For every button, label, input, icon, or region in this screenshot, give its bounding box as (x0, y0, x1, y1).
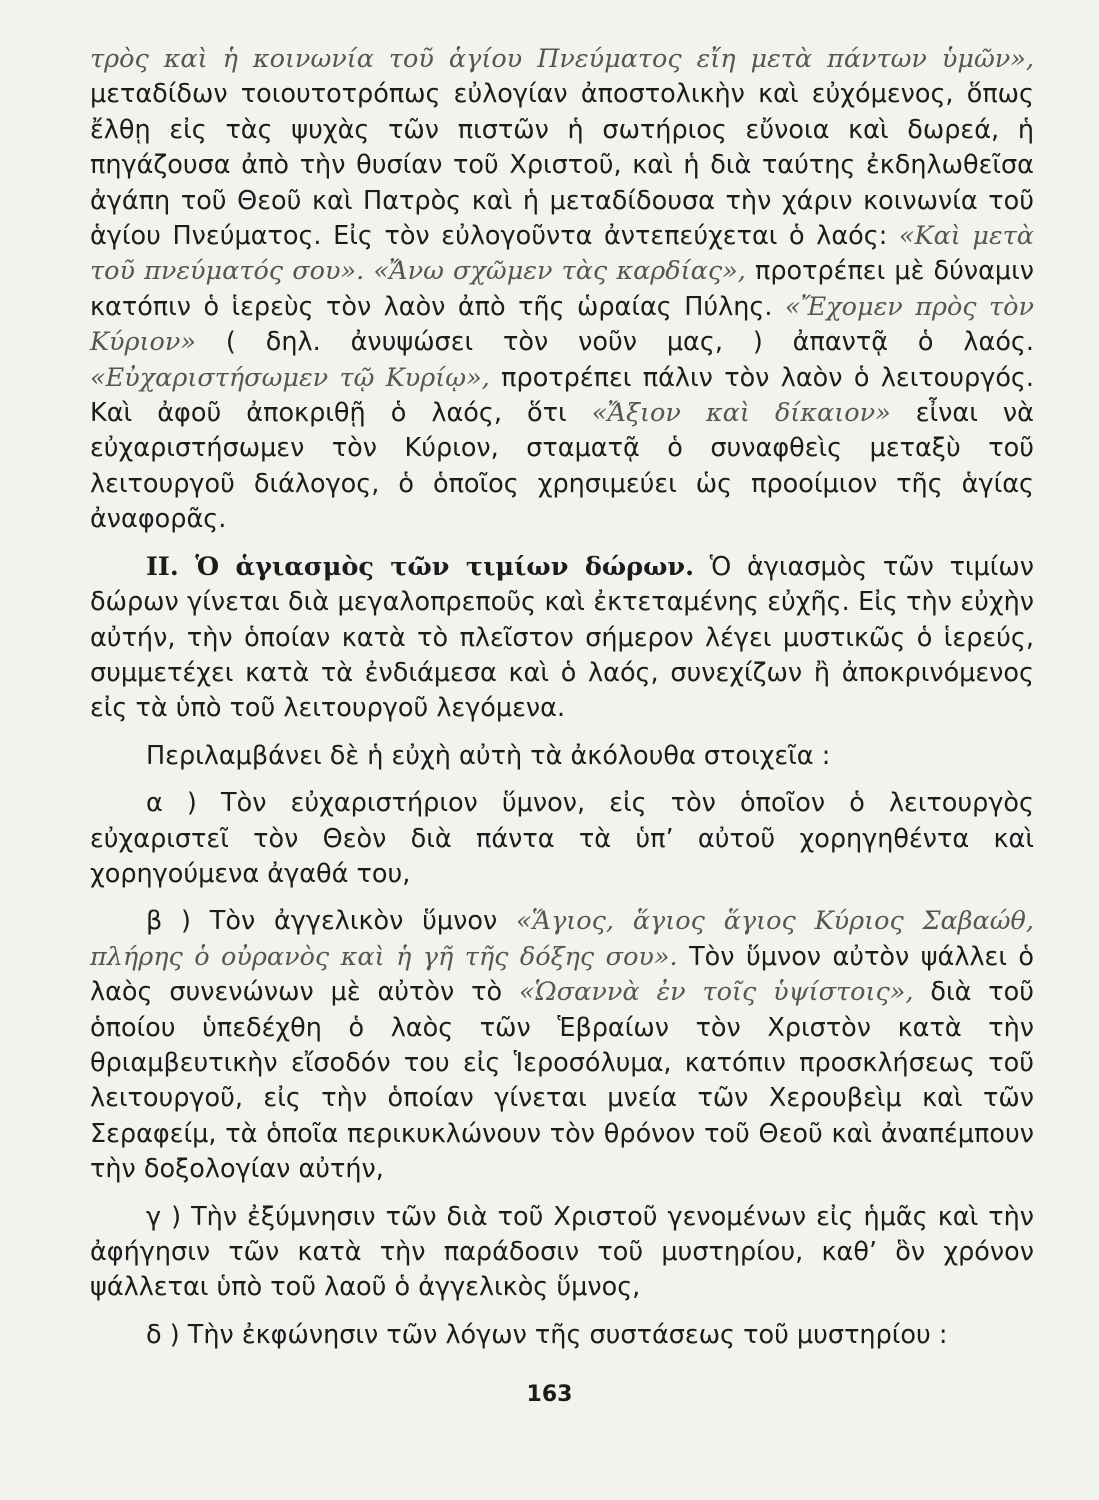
page-number: 163 (526, 1382, 573, 1407)
quoted-text: «Ἄξιον καὶ δίκαιον» (591, 398, 891, 429)
section-heading: ΙΙ. Ὁ ἁγιασμὸς τῶν τιμίων δώρων. (146, 551, 694, 582)
text-run: α ) Τὸν εὐχαριστήριον ὕμνον, εἰς τὸν ὁποῖον ὁ λειτουργὸς εὐχαριστεῖ τὸν Θεὸν διὰ πάντα τὰ ὑπ’ αὐτοῦ χορηγηθέντα καὶ χορηγούμενα ἀγαθά του, (90, 788, 1034, 889)
text-run: ( δηλ. ἀνυψώσει τὸν νοῦν μας, ) ἀπαντᾷ ὁ λαός. (196, 327, 1034, 358)
quoted-text: «Εὐχαριστήσωμεν τῷ Κυρίῳ», (90, 362, 490, 393)
body-text (90, 42, 1034, 1353)
text-run: δ ) Τὴν ἐκφώνησιν τῶν λόγων τῆς συστάσεως τοῦ μυστηρίου : (146, 1319, 948, 1350)
quoted-text: «Ἔχομεν πρὸς τὸν Κύριον» (90, 291, 1034, 358)
paragraph (90, 1318, 1034, 1353)
paragraph (90, 1200, 1034, 1306)
quoted-text: «Καὶ μετὰ τοῦ πνεύματός σου». «Ἄνω σχῶμεν τὰς καρδίας», (90, 221, 1034, 287)
text-run: Τὸν ὕμνον αὐτὸν ψάλλει ὁ λαὸς συνενώνων μὲ αὐτὸν τὸ (90, 941, 1035, 1008)
text-run: προτρέπει μὲ δύναμιν κατόπιν ὁ ἱερεὺς τὸν λαὸν ἀπὸ τῆς ὡραίας Πύλης. (90, 256, 1034, 322)
quoted-text: «Ἅγιος, ἅγιος ἅγιος Κύριος Σαβαώθ, πλήρης ὁ οὐρανὸς καὶ ἡ γῆ τῆς δόξης σου». (90, 906, 1034, 972)
text-run: μεταδίδων τοιουτοτρόπως εὐλογίαν ἀποστολικὴν καὶ εὐχόμενος, ὅπως ἔλθῃ εἰς τὰς ψυχὰς τῶν πιστῶν ἡ σωτήριος εὔνοια καὶ δωρεά, ἡ πηγάζουσα ἀπὸ τὴν θυσίαν τοῦ Χριστοῦ, καὶ ἡ διὰ ταύτης ἐκδηλωθεῖσα ἀγάπη τοῦ Θεοῦ καὶ Πατρὸς καὶ ἡ μεταδίδουσα τὴν χάριν κοινωνία τοῦ ἁγίου Πνεύματος. Εἰς τὸν εὐλογοῦντα ἀντεπεύχεται ὁ λαός: (90, 79, 1034, 252)
text-run: εἶναι νὰ εὐχαριστήσωμεν τὸν Κύριον, σταματᾷ ὁ συναφθεὶς μεταξὺ τοῦ λειτουργοῦ διάλογος, ὁ ὁποῖος χρησιμεύει ὡς προοίμιον τῆς ἁγίας ἀναφορᾶς. (90, 398, 1034, 535)
quoted-text: τρὸς καὶ ἡ κοινωνία τοῦ ἁγίου Πνεύματος εἴη μετὰ πάντων ὑμῶν», (90, 44, 1034, 74)
text-run: Περιλαμβάνει δὲ ἡ εὐχὴ αὐτὴ τὰ ἀκόλουθα στοιχεῖα : (146, 740, 831, 771)
text-run: β ) Τὸν ἀγγελικὸν ὕμνον (146, 906, 516, 937)
text-run: προτρέπει πάλιν τὸν λαὸν ὁ λειτουργός. Καὶ ἀφοῦ ἀποκριθῇ ὁ λαός, ὅτι (90, 362, 1034, 429)
text-run: γ ) Τὴν ἐξύμνησιν τῶν διὰ τοῦ Χριστοῦ γενομένων εἰς ἡμᾶς καὶ τὴν ἀφήγησιν τῶν κατὰ τὴν παράδοσιν τοῦ μυστηρίου, καθ’ ὃν χρόνον ψάλλεται ὑπὸ τοῦ λαοῦ ὁ ἀγγελικὸς ὕμνος, (90, 1201, 1034, 1303)
paragraph (90, 550, 1034, 727)
quoted-text: «Ὡσαννὰ ἐν τοῖς ὑψίστοις», (518, 977, 914, 1008)
text-run: Ὁ ἁγιασμὸς τῶν τιμίων δώρων γίνεται διὰ μεγαλοπρεποῦς καὶ ἐκτεταμένης εὐχῆς. Εἰς τὴν εὐχὴν αὐτήν, τὴν ὁποίαν κατὰ τὸ πλεῖστον σήμερον λέγει μυστικῶς ὁ ἱερεύς, συμμετέχει κατὰ τὰ ἐνδιάμεσα καὶ ὁ λαός, συνεχίζων ἢ ἀποκρινόμενος εἰς τὰ ὑπὸ τοῦ λειτουργοῦ λεγόμενα. (90, 551, 1034, 724)
paragraph (90, 786, 1034, 892)
paragraph (90, 904, 1034, 1187)
paragraph-continued (90, 42, 1034, 538)
paragraph (90, 739, 1034, 774)
text-run: διὰ τοῦ ὁποίου ὑπεδέχθη ὁ λαὸς τῶν Ἑβραίων τὸν Χριστὸν κατὰ τὴν θριαμβευτικὴν εἴσοδόν του εἰς Ἱεροσόλυμα, κατόπιν προσκλήσεως τοῦ λειτουργοῦ, εἰς τὴν ὁποίαν γίνεται μνεία τῶν Χερουβεὶμ καὶ τῶν Σεραφείμ, τὰ ὁποῖα περικυκλώνουν τὸν θρόνον τοῦ Θεοῦ καὶ ἀναπέμπουν τὴν δοξολογίαν αὐτήν, (90, 977, 1034, 1185)
